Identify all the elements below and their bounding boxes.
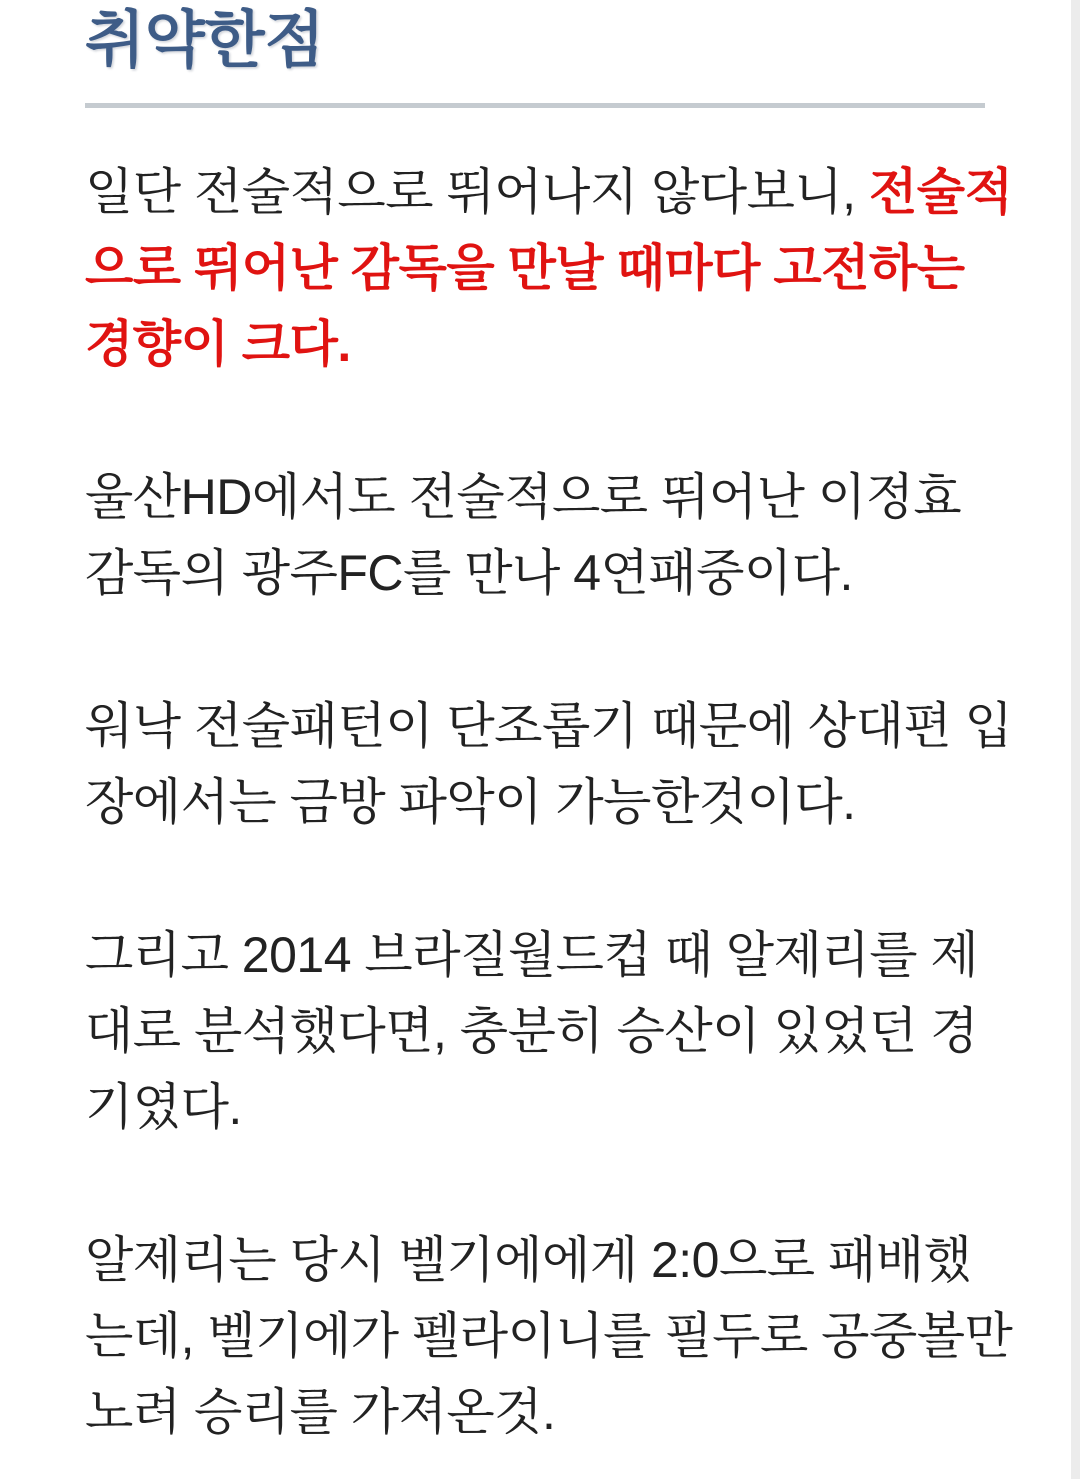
- scrollbar-track[interactable]: [1071, 0, 1080, 1479]
- text-line: 는데, 벨기에가 펠라이니를 필두로 공중볼만: [85, 1308, 1013, 1364]
- paragraph-weakness-intro: [85, 154, 1013, 382]
- text-line: [85, 154, 1013, 230]
- text-line: 노려 승리를 가져온것.: [85, 1384, 556, 1440]
- text-line: 그리고 2014 브라질월드컵 때 알제리를 제: [85, 927, 979, 983]
- text-line: 기였다.: [85, 1079, 242, 1135]
- text-line: 대로 분석했다면, 충분히 승산이 있었던 경: [85, 1003, 978, 1059]
- paragraph-tactic-pattern: [85, 688, 1013, 840]
- text-run-red-bold: 전술적: [868, 164, 1013, 220]
- page-title: 취약한점: [85, 6, 325, 75]
- text-line: 워낙 전술패턴이 단조롭기 때문에 상대편 입: [85, 698, 1013, 754]
- text-line: 알제리는 당시 벨기에에게 2:0으로 패배했: [85, 1232, 972, 1288]
- text-line: 울산HD에서도 전술적으로 뛰어난 이정효: [85, 469, 962, 525]
- text-line: 장에서는 금방 파악이 가능한것이다.: [85, 774, 856, 830]
- paragraph-worldcup-2014: [85, 917, 985, 1145]
- text-line: 경향이 크다.: [85, 316, 351, 372]
- title-underline: [85, 103, 985, 108]
- text-line: 감독의 광주FC를 만나 4연패중이다.: [85, 545, 853, 601]
- paragraph-algeria-belgium: [85, 1222, 1013, 1450]
- article-text: [85, 154, 1013, 1450]
- text-line: 으로 뛰어난 감독을 만날 때마다 고전하는: [85, 240, 965, 296]
- paragraph-ulsan-gwangju: [85, 459, 985, 611]
- text-run-normal: 일단 전술적으로 뛰어나지 않다보니,: [85, 164, 869, 220]
